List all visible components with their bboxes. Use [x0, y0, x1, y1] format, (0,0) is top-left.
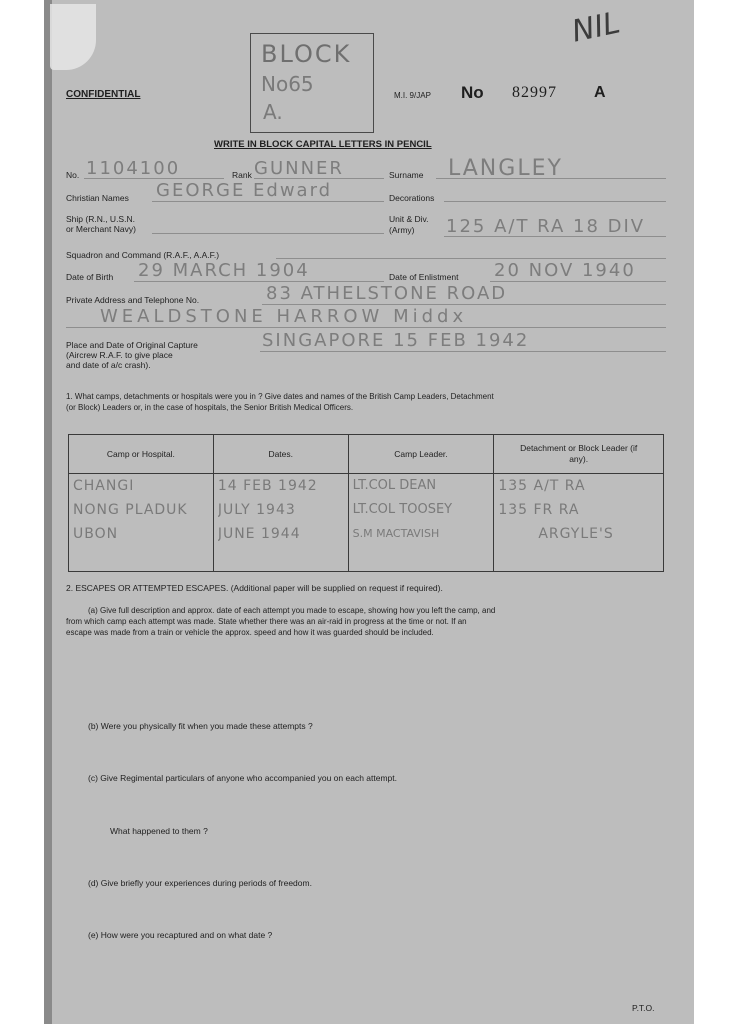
no-label: No.	[66, 170, 80, 180]
camps-header-leader: Camp Leader.	[348, 435, 494, 474]
table-cell: 135 FR RA	[498, 502, 580, 518]
rank-value: GUNNER	[254, 158, 344, 179]
stamp-line-1: BLOCK	[261, 40, 352, 68]
capture-value: SINGAPORE 15 FEB 1942	[262, 330, 530, 351]
form-number: 82997	[512, 84, 557, 101]
stamp-line-3: A.	[263, 100, 283, 124]
camps-column-dates	[213, 474, 348, 572]
table-cell: LT.COL TOOSEY	[352, 502, 453, 517]
capture-label-2: (Aircrew R.A.F. to give place	[66, 350, 173, 360]
stamp-line-2: No65	[261, 72, 314, 96]
form-reference: M.I. 9/JAP	[394, 91, 431, 100]
question-1-line-1: 1. What camps, detachments or hospitals were you in ? Give dates and names of the British Camp Leaders, Detachment	[66, 392, 494, 401]
table-cell: JULY 1943	[217, 502, 296, 518]
pto-label: P.T.O.	[632, 1003, 655, 1013]
section-2a-line-1: (a) Give full description and approx. date of each attempt you made to escape, showing how you left the camp, and	[88, 606, 496, 615]
section-2c-followup: What happened to them ?	[110, 826, 208, 836]
block-stamp	[250, 33, 374, 133]
section-2c: (c) Give Regimental particulars of anyone who accompanied you on each attempt.	[88, 773, 397, 783]
address-line-1: 83 ATHELSTONE ROAD	[266, 283, 508, 304]
christian-names-label: Christian Names	[66, 193, 129, 203]
rank-label: Rank	[232, 170, 252, 180]
nil-annotation: NIL	[568, 5, 624, 50]
decorations-label: Decorations	[389, 193, 435, 203]
camps-table	[68, 434, 664, 572]
document-page	[44, 0, 694, 1024]
table-cell: NONG PLADUK	[73, 502, 188, 518]
table-cell: UBON	[73, 526, 119, 542]
capture-label-1: Place and Date of Original Capture	[66, 340, 198, 350]
surname-value: LANGLEY	[448, 156, 563, 181]
section-2d: (d) Give briefly your experiences during periods of freedom.	[88, 878, 312, 888]
ship-label-1: Ship (R.N., U.S.N.	[66, 214, 135, 224]
table-cell: ARGYLE'S	[538, 526, 614, 542]
section-2b: (b) Were you physically fit when you made these attempts ?	[88, 721, 313, 731]
torn-corner	[50, 4, 96, 70]
dob-value: 29 MARCH 1904	[138, 260, 310, 281]
section-2e: (e) How were you recaptured and on what date ?	[88, 930, 273, 940]
table-cell: LT.COL DEAN	[352, 478, 437, 493]
camps-header-detachment-text: Detachment or Block Leader (if any).	[520, 443, 638, 464]
table-cell: JUNE 1944	[217, 526, 301, 542]
table-cell: CHANGI	[73, 478, 135, 494]
camps-header-detachment	[494, 435, 664, 474]
scan-edge-shadow	[44, 0, 52, 1024]
unit-label-2: (Army)	[389, 225, 415, 235]
table-cell: 135 A/T RA	[498, 478, 586, 494]
camps-header-dates: Dates.	[213, 435, 348, 474]
capture-label-3: and date of a/c crash).	[66, 360, 151, 370]
camps-table-body-row	[69, 474, 664, 572]
number-label: No	[461, 83, 484, 102]
ship-label-2: or Merchant Navy)	[66, 224, 136, 234]
enlistment-value: 20 NOV 1940	[494, 260, 636, 281]
no-value: 1104100	[86, 158, 181, 179]
table-cell: S.M MACTAVISH	[352, 527, 440, 540]
pencil-instruction: WRITE IN BLOCK CAPITAL LETTERS IN PENCIL	[214, 139, 432, 150]
enlistment-label: Date of Enlistment	[389, 272, 459, 282]
camps-header-camp: Camp or Hospital.	[69, 435, 214, 474]
address-line-2: WEALDSTONE HARROW Middx	[100, 306, 468, 327]
section-2a-line-2: from which camp each attempt was made. State whether there was an air-raid in progress at the time or not. If an	[66, 617, 467, 626]
unit-value: 125 A/T RA 18 DIV	[446, 216, 646, 237]
question-1-line-2: (or Block) Leaders or, in the case of hospitals, the Senior British Medical Officers.	[66, 403, 354, 412]
section-2-title: 2. ESCAPES OR ATTEMPTED ESCAPES. (Additional paper will be supplied on request if required).	[66, 583, 443, 593]
address-label: Private Address and Telephone No.	[66, 295, 200, 305]
unit-label-1: Unit & Div.	[389, 214, 429, 224]
surname-label: Surname	[389, 170, 424, 180]
dob-label: Date of Birth	[66, 272, 114, 282]
camps-column-detachment	[494, 474, 664, 572]
section-2a-line-3: escape was made from a train or vehicle the approx. speed and how it was guarded should be included.	[66, 628, 434, 637]
camps-column-camp	[69, 474, 214, 572]
camps-table-header-row	[69, 435, 664, 474]
confidential-label: CONFIDENTIAL	[66, 89, 141, 100]
form-suffix: A	[594, 84, 606, 101]
squadron-label: Squadron and Command (R.A.F., A.A.F.)	[66, 250, 220, 260]
christian-names-value: GEORGE Edward	[156, 180, 333, 201]
table-cell: 14 FEB 1942	[217, 478, 318, 494]
camps-column-leader	[348, 474, 494, 572]
